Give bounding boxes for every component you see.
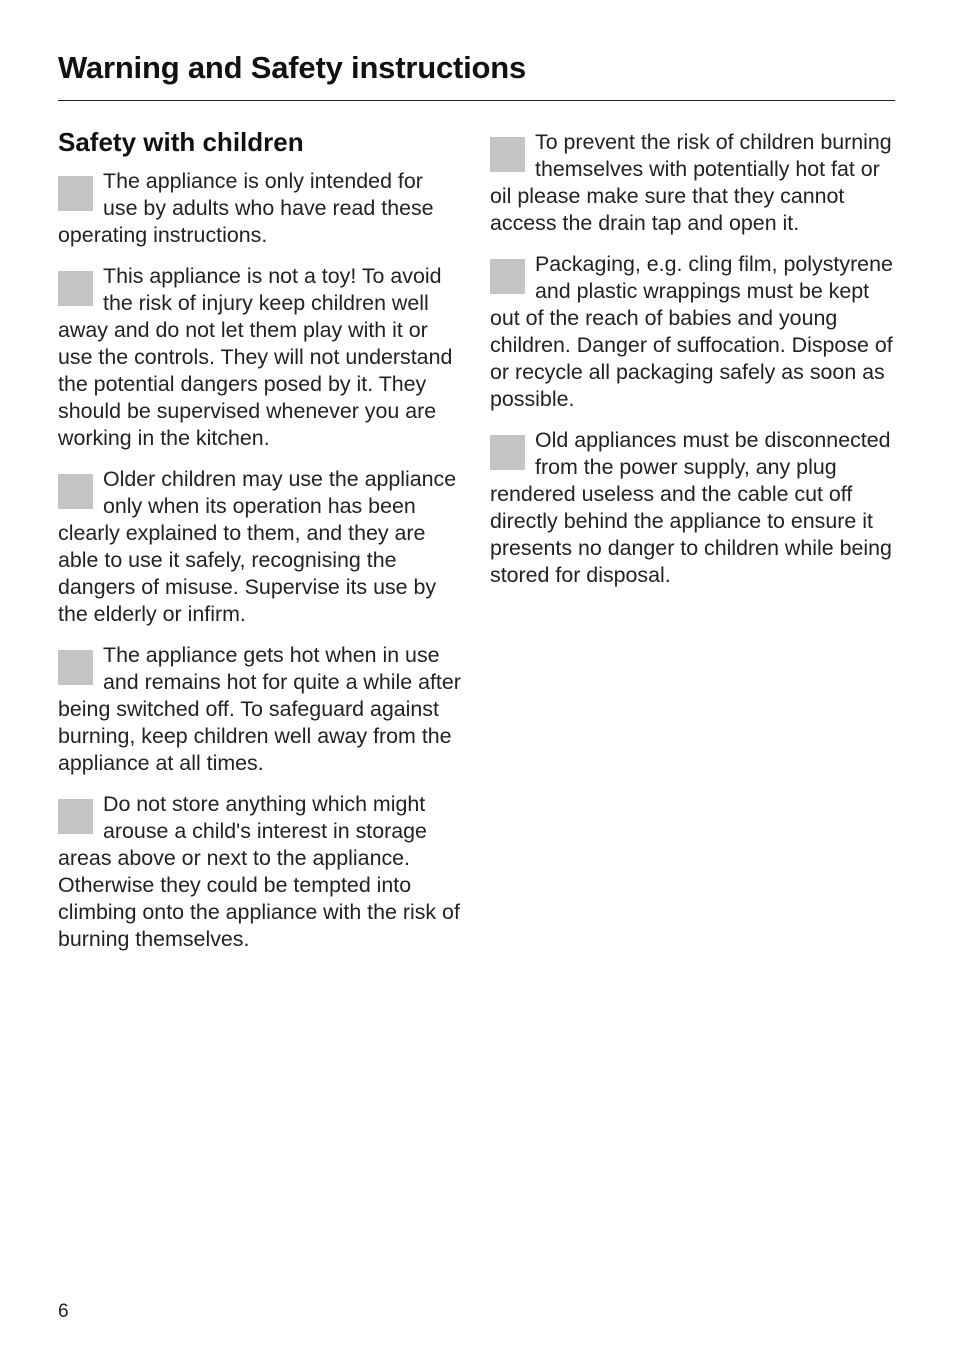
bullet-square-icon (58, 650, 93, 685)
safety-paragraph (58, 466, 463, 628)
safety-paragraph (490, 251, 900, 413)
paragraph-text: The appliance is only intended for use by adults who have read these operating instructions. (58, 169, 434, 247)
bullet-square-icon (490, 435, 525, 470)
paragraph-text: To prevent the risk of children burning themselves with potentially hot fat or oil please make sure that they cannot access the drain tap and open it. (490, 130, 892, 235)
paragraph-text: This appliance is not a toy! To avoid the risk of injury keep children well away and do not let them play with it or use the controls. They will not understand the potential dangers posed by it. They should be supervised whenever you are working in the kitchen. (58, 264, 453, 450)
bullet-square-icon (58, 271, 93, 306)
safety-paragraph (58, 642, 463, 777)
paragraph-text: Do not store anything which might arouse a child's interest in storage areas above or next to the appliance. Otherwise they could be tempted into climbing onto the appliance with the risk of burning themselves. (58, 792, 460, 951)
page-number: 6 (58, 1301, 69, 1322)
left-column (58, 124, 463, 967)
safety-paragraph (58, 791, 463, 953)
paragraph-text: Older children may use the appliance only when its operation has been clearly explained to them, and they are able to use it safely, recognising the dangers of misuse. Supervise its use by the elderly or infirm. (58, 467, 457, 626)
bullet-square-icon (58, 176, 93, 211)
right-column (490, 129, 900, 603)
bullet-square-icon (490, 137, 525, 172)
paragraph-text: The appliance gets hot when in use and remains hot for quite a while after being switched off. To safeguard against burning, keep children well away from the appliance at all times. (58, 643, 461, 775)
safety-paragraph (58, 168, 463, 249)
bullet-square-icon (490, 259, 525, 294)
safety-paragraph (490, 427, 900, 589)
page-title: Warning and Safety instructions (58, 50, 527, 85)
paragraph-text: Old appliances must be disconnected from the power supply, any plug rendered useless and the cable cut off directly behind the appliance to ensure it presents no danger to children while being stored for disposal. (490, 428, 892, 587)
safety-paragraph (58, 263, 463, 452)
bullet-square-icon (58, 799, 93, 834)
bullet-square-icon (58, 474, 93, 509)
safety-paragraph (490, 129, 900, 237)
title-divider (58, 100, 895, 101)
paragraph-text: Packaging, e.g. cling film, polystyrene and plastic wrappings must be kept out of the reach of babies and young children. Danger of suffocation. Dispose of or recycle all packaging safely as soon as possible. (490, 252, 893, 411)
section-heading: Safety with children (58, 127, 304, 157)
